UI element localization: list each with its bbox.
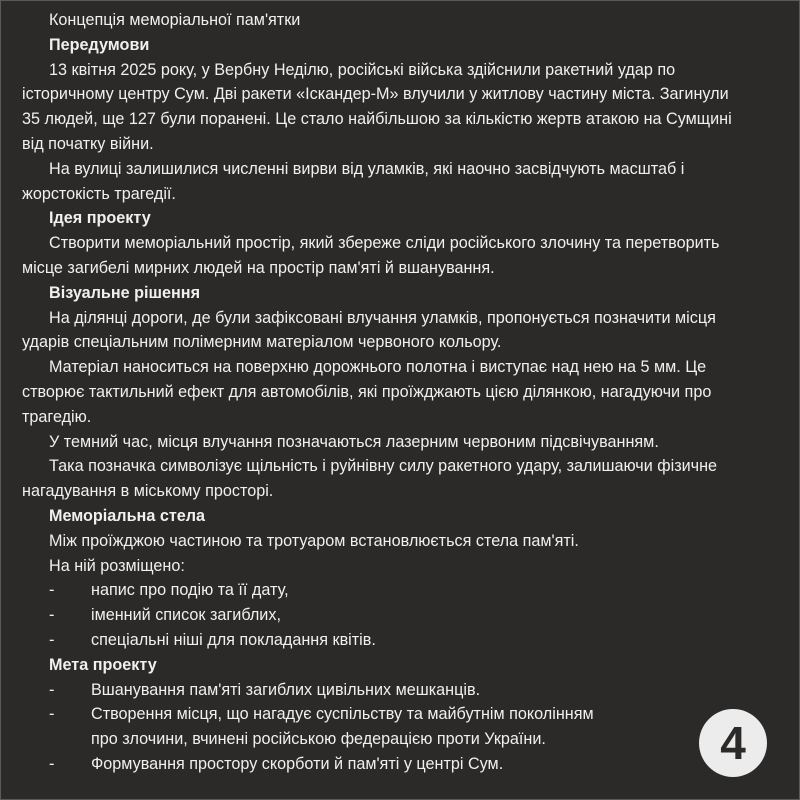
paragraph-line: Така позначка символізує щільність і руйнівну силу ракетного удару, залишаючи фізичне (49, 457, 718, 476)
paragraph-line: створює тактильний ефект для автомобілів, які проїжджають цією ділянкою, нагадуючи про (22, 382, 712, 401)
list-item-text: Формування простору скорботи й пам'яті у центрі Сум. (91, 754, 504, 773)
paragraph (22, 157, 782, 207)
paragraph-line: Матеріал наноситься на поверхню дорожнього полотна і виступає над нею на 5 мм. Це (49, 358, 707, 377)
paragraph-line: На вулиці залишилися численні вирви від уламків, які наочно засвідчують масштаб і (49, 159, 685, 178)
bullet-dash: - (49, 680, 55, 699)
paragraph (22, 454, 782, 504)
paragraph (22, 58, 782, 157)
list-item (22, 752, 782, 777)
bullet-dash: - (49, 630, 55, 649)
paragraph (22, 306, 782, 356)
page-number-badge: 4 (699, 709, 767, 777)
list-item (22, 702, 782, 727)
document-content (22, 8, 782, 777)
bullet-dash: - (49, 705, 55, 724)
paragraph-line: На ділянці дороги, де були зафіксовані влучання уламків, пропонується позначити місця (49, 308, 716, 327)
document-title: Концепція меморіальної пам'ятки (49, 11, 301, 29)
paragraph-line: 35 людей, ще 127 були поранені. Це стало найбільшою за кількістю жертв атакою на Сумщині (22, 110, 732, 129)
list-item-text: Створення місця, що нагадує суспільству та майбутнім поколінням (91, 705, 594, 724)
paragraph-line: місце загибелі мирних людей на простір пам'яті й вшанування. (22, 258, 495, 277)
list-item (22, 578, 782, 603)
bullet-dash: - (49, 581, 55, 600)
paragraph (22, 529, 782, 554)
section-heading-project-goal: Мета проекту (49, 655, 157, 674)
bullet-list (22, 678, 782, 777)
paragraph-line: Між проїжджою частиною та тротуаром встановлюється стела пам'яті. (49, 531, 579, 550)
paragraph-line: історичному центру Сум. Дві ракети «Іскандер-М» влучили у житлову частину міста. Загинули (22, 85, 729, 104)
bullet-list (22, 578, 782, 652)
section-heading-memorial-stele: Меморіальна стела (49, 506, 206, 525)
bullet-dash: - (49, 606, 55, 625)
section-heading-background: Передумови (49, 35, 150, 54)
list-item-text: про злочини, вчинені російською федерацією проти України. (91, 730, 546, 749)
paragraph (22, 554, 782, 579)
bullet-dash: - (49, 754, 55, 773)
paragraph-line: жорстокість трагедії. (22, 184, 176, 203)
section-heading-idea: Ідея проекту (49, 209, 151, 228)
paragraph (22, 355, 782, 429)
list-item-text: Вшанування пам'яті загиблих цивільних мешканців. (91, 680, 481, 699)
paragraph-line: У темний час, місця влучання позначаються лазерним червоним підсвічуванням. (49, 432, 659, 451)
list-item (22, 628, 782, 653)
paragraph (22, 231, 782, 281)
list-item (22, 678, 782, 703)
paragraph-line: нагадування в міському просторі. (22, 482, 274, 501)
paragraph-line: від початку війни. (22, 134, 154, 153)
paragraph (22, 430, 782, 455)
paragraph-line: трагедію. (22, 407, 92, 426)
list-item-text: напис про подію та її дату, (91, 581, 289, 600)
paragraph-line: Створити меморіальний простір, який збереже сліди російського злочину та перетворить (49, 234, 720, 253)
section-heading-visual-solution: Візуальне рішення (49, 283, 201, 302)
list-item-text: іменний список загиблих, (91, 606, 281, 625)
paragraph-line: ударів спеціальним полімерним матеріалом червоного кольору. (22, 333, 502, 352)
list-item-continuation (22, 727, 782, 752)
paragraph-line: 13 квітня 2025 року, у Вербну Неділю, російські війська здійснили ракетний удар по (49, 60, 676, 79)
list-item (22, 603, 782, 628)
list-item-text: спеціальні ніші для покладання квітів. (91, 630, 376, 649)
paragraph-line: На ній розміщено: (49, 556, 185, 575)
